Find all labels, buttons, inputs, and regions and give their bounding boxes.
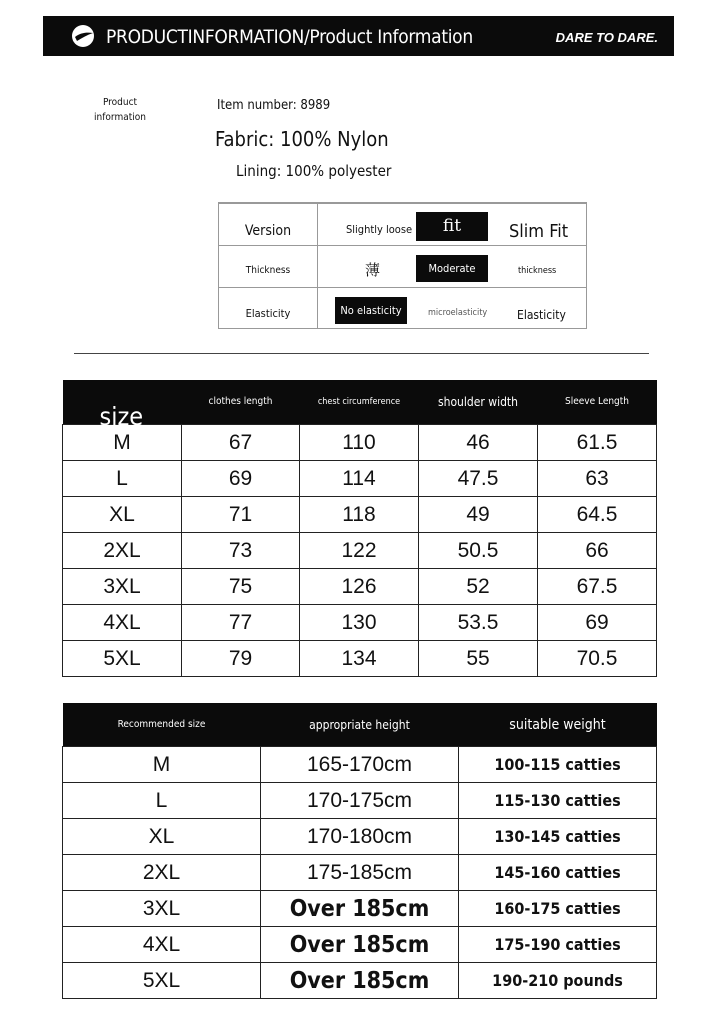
table-row: [63, 783, 657, 819]
clothes-length-cell: 69: [182, 461, 300, 497]
version-selected: fit: [416, 212, 488, 241]
table-row: [63, 569, 657, 605]
header-recommended-size: Recommended size: [63, 703, 261, 747]
sleeve-cell: 64.5: [538, 497, 657, 533]
version-option-slim-fit: Slim Fit: [509, 221, 569, 242]
chest-cell: 118: [300, 497, 419, 533]
height-cell: Over 185cm: [261, 891, 459, 927]
weight-cell: 175-190 catties: [459, 927, 657, 963]
elasticity-selected: No elasticity: [335, 297, 407, 324]
header-chest-circumference: chest circumference: [300, 380, 419, 425]
sleeve-cell: 70.5: [538, 641, 657, 677]
swoosh-logo-icon: [71, 24, 95, 48]
size-table: [62, 380, 657, 677]
header-shoulder-width: shoulder width: [419, 380, 538, 425]
table-row: [63, 461, 657, 497]
chest-cell: 126: [300, 569, 419, 605]
header-slogan: DARE TO DARE.: [555, 30, 658, 45]
table-row: [63, 855, 657, 891]
height-cell: 170-180cm: [261, 819, 459, 855]
thickness-option-thin: 薄: [365, 261, 381, 279]
size-cell: 5XL: [63, 641, 182, 677]
table-row: [63, 497, 657, 533]
elasticity-option-micro: microelasticity: [428, 308, 488, 318]
clothes-length-cell: 73: [182, 533, 300, 569]
chest-cell: 122: [300, 533, 419, 569]
shoulder-cell: 53.5: [419, 605, 538, 641]
sleeve-cell: 67.5: [538, 569, 657, 605]
table-row: [63, 425, 657, 461]
attribute-row-elasticity: [219, 287, 586, 330]
weight-cell: 130-145 catties: [459, 819, 657, 855]
thickness-selected: Moderate: [416, 255, 488, 282]
rec-size-cell: 4XL: [63, 927, 261, 963]
clothes-length-cell: 77: [182, 605, 300, 641]
size-cell: M: [63, 425, 182, 461]
sleeve-cell: 66: [538, 533, 657, 569]
thickness-label: Thickness: [245, 265, 291, 276]
weight-cell: 190-210 pounds: [459, 963, 657, 999]
shoulder-cell: 52: [419, 569, 538, 605]
attribute-row-thickness: [219, 245, 586, 288]
table-row: [63, 605, 657, 641]
table-row: [63, 641, 657, 677]
rec-size-cell: 2XL: [63, 855, 261, 891]
weight-cell: 160-175 catties: [459, 891, 657, 927]
rec-size-cell: XL: [63, 819, 261, 855]
recommend-table: [62, 703, 657, 999]
shoulder-cell: 49: [419, 497, 538, 533]
rec-size-cell: L: [63, 783, 261, 819]
size-cell: XL: [63, 497, 182, 533]
thickness-option-thickness: thickness: [518, 266, 557, 276]
shoulder-cell: 50.5: [419, 533, 538, 569]
header-suitable-weight: suitable weight: [459, 703, 657, 747]
section-divider: [74, 353, 649, 354]
table-row: [63, 963, 657, 999]
shoulder-cell: 47.5: [419, 461, 538, 497]
table-row: [63, 747, 657, 783]
table-row: [63, 891, 657, 927]
version-option-slightly-loose: Slightly loose: [346, 223, 413, 236]
sleeve-cell: 63: [538, 461, 657, 497]
rec-size-cell: 5XL: [63, 963, 261, 999]
clothes-length-cell: 67: [182, 425, 300, 461]
chest-cell: 134: [300, 641, 419, 677]
header-sleeve-length: Sleeve Length: [538, 380, 657, 425]
height-cell: 175-185cm: [261, 855, 459, 891]
header-clothes-length: clothes length: [182, 380, 300, 425]
attribute-table: [218, 202, 587, 329]
product-info-label: Product information: [94, 97, 146, 123]
header-bar: [43, 16, 674, 56]
shoulder-cell: 55: [419, 641, 538, 677]
attribute-row-version: [219, 203, 586, 246]
size-table-header: [63, 380, 657, 425]
chest-cell: 110: [300, 425, 419, 461]
weight-cell: 115-130 catties: [459, 783, 657, 819]
size-cell: 2XL: [63, 533, 182, 569]
chest-cell: 114: [300, 461, 419, 497]
elasticity-label: Elasticity: [245, 307, 291, 320]
sleeve-cell: 61.5: [538, 425, 657, 461]
elasticity-option-elasticity: Elasticity: [517, 308, 566, 322]
lining-text: Lining: 100% polyester: [236, 162, 392, 180]
clothes-length-cell: 79: [182, 641, 300, 677]
version-label: Version: [244, 223, 292, 239]
weight-cell: 145-160 catties: [459, 855, 657, 891]
rec-size-cell: M: [63, 747, 261, 783]
height-cell: 165-170cm: [261, 747, 459, 783]
sleeve-cell: 69: [538, 605, 657, 641]
height-cell: 170-175cm: [261, 783, 459, 819]
header-size: size: [63, 380, 182, 425]
recommend-table-header: [63, 703, 657, 747]
fabric-text: Fabric: 100% Nylon: [215, 127, 389, 151]
size-cell: 3XL: [63, 569, 182, 605]
table-row: [63, 819, 657, 855]
shoulder-cell: 46: [419, 425, 538, 461]
clothes-length-cell: 75: [182, 569, 300, 605]
size-cell: L: [63, 461, 182, 497]
table-row: [63, 533, 657, 569]
height-cell: Over 185cm: [261, 927, 459, 963]
rec-size-cell: 3XL: [63, 891, 261, 927]
item-number: Item number: 8989: [217, 98, 331, 113]
clothes-length-cell: 71: [182, 497, 300, 533]
height-cell: Over 185cm: [261, 963, 459, 999]
size-cell: 4XL: [63, 605, 182, 641]
header-appropriate-height: appropriate height: [261, 703, 459, 747]
table-row: [63, 927, 657, 963]
header-title: PRODUCTINFORMATION/Product Information: [106, 26, 473, 48]
weight-cell: 100-115 catties: [459, 747, 657, 783]
chest-cell: 130: [300, 605, 419, 641]
